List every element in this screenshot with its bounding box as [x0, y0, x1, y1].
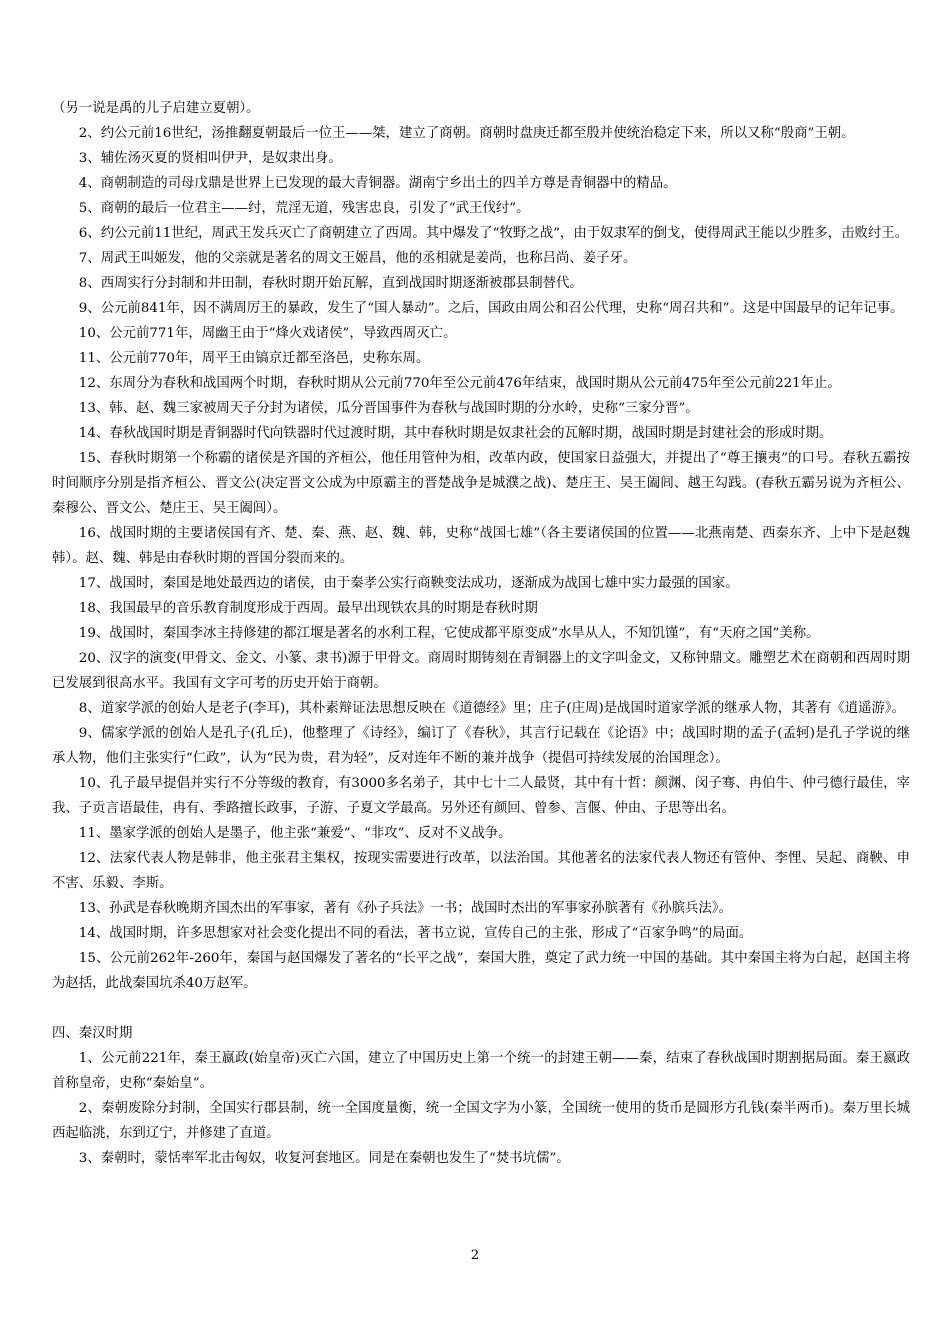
paragraph: 8、道家学派的创始人是老子(李耳)，其朴素辩证法思想反映在《道德经》里；庄子(庄周)是战国时道家学派的继承人物，其著有《逍遥游》。 — [78, 701, 905, 716]
paragraph: 5、商朝的最后一位君主——纣，荒淫无道，残害忠良，引发了“武王伐纣”。 — [78, 201, 530, 216]
paragraph: 3、秦朝时，蒙恬率军北击匈奴，收复河套地区。同是在秦朝也发生了“焚书坑儒”。 — [78, 1151, 570, 1166]
paragraph: 2、约公元前16世纪，汤推翻夏朝最后一位王——桀，建立了商朝。商朝时盘庚迁都至殷并使统治稳定下来，所以又称“殷商”王朝。 — [78, 126, 855, 141]
paragraph: 2、秦朝废除分封制，全国实行郡县制，统一全国度量衡，统一全国文字为小篆，全国统一使用的货币是圆形方孔钱(秦半两币)。秦万里长城西起临洮，东到辽宁，并修建了直道。 — [52, 1101, 910, 1141]
paragraph: 15、公元前262年-260年，秦国与赵国爆发了著名的“长平之战”，秦国大胜，奠定了武力统一中国的基础。其中秦国主将为白起，赵国主将为赵括，此战秦国坑杀40万赵军。 — [52, 951, 910, 991]
paragraph: 19、战国时，秦国李冰主持修建的都江堰是著名的水利工程，它使成都平原变成“水旱从人，不知饥馑”，有“天府之国”美称。 — [78, 626, 820, 641]
paragraph: 20、汉字的演变(甲骨文、金文、小篆、隶书)源于甲骨文。商周时期铸刻在青铜器上的文字叫金文，又称钟鼎文。雕塑艺术在商朝和西周时期已发展到很高水平。我国有文字可考的历史开始于商朝。 — [52, 651, 910, 691]
paragraph: （另一说是禹的儿子启建立夏朝）。 — [52, 101, 260, 116]
paragraph: 6、约公元前11世纪，周武王发兵灭亡了商朝建立了西周。其中爆发了“牧野之战”，由于奴隶军的倒戈，使得周武王能以少胜多，击败纣王。 — [78, 226, 909, 241]
page-number: 2 — [470, 1248, 480, 1263]
paragraph: 3、辅佐汤灭夏的贤相叫伊尹，是奴隶出身。 — [78, 151, 342, 166]
section-heading: 四、秦汉时期 — [52, 1026, 133, 1041]
paragraph: 18、我国最早的音乐教育制度形成于西周。最早出现铁农具的时期是春秋时期 — [78, 601, 538, 616]
paragraph: 11、墨家学派的创始人是墨子，他主张“兼爱”、“非攻”、反对不义战争。 — [78, 826, 512, 841]
document-body — [52, 96, 910, 1171]
paragraph: 12、东周分为春秋和战国两个时期，春秋时期从公元前770年至公元前476年结束，战国时期从公元前475年至公元前221年止。 — [78, 376, 841, 391]
paragraph: 4、商朝制造的司母戊鼎是世界上已发现的最大青铜器。湖南宁乡出土的四羊方尊是青铜器中的精品。 — [78, 176, 677, 191]
paragraph: 8、西周实行分封制和井田制，春秋时期开始瓦解，直到战国时期逐渐被郡县制替代。 — [78, 276, 583, 291]
paragraph: 15、春秋时期第一个称霸的诸侯是齐国的齐桓公，他任用管仲为相，改革内政，使国家日益强大，并提出了“尊王攘夷”的口号。春秋五霸按时间顺序分别是指齐桓公、晋文公(决定晋文公成为中原霸主的晋楚战争是城濮之战)、楚庄王、吴王阖闾、越王勾践。(春秋五霸另说为齐桓公、秦穆公、晋文公、楚庄王、吴王阖闾）。 — [52, 451, 910, 516]
paragraph: 16、战国时期的主要诸侯国有齐、楚、秦、燕、赵、魏、韩，史称“战国七雄”（各主要诸侯国的位置——北燕南楚、西秦东齐、上中下是赵魏韩）。赵、魏、韩是由春秋时期的晋国分裂而来的。 — [52, 526, 910, 566]
paragraph: 13、孙武是春秋晚期齐国杰出的军事家，著有《孙子兵法》一书；战国时杰出的军事家孙膑著有《孙膑兵法》。 — [78, 901, 732, 916]
paragraph: 10、公元前771年，周幽王由于“烽火戏诸侯”，导致西周灭亡。 — [78, 326, 457, 341]
paragraph: 9、儒家学派的创始人是孔子(孔丘)，他整理了《诗经》，编订了《春秋》，其言行记载在《论语》中；战国时期的孟子(孟轲)是孔子学说的继承人物，他们主张实行“仁政”，认为“民为贵，君为轻”，反对连年不断的兼并战争（提倡可持续发展的治国理念）。 — [52, 726, 910, 766]
paragraph: 17、战国时，秦国是地处最西边的诸侯，由于秦孝公实行商鞅变法成功，逐渐成为战国七雄中实力最强的国家。 — [78, 576, 739, 591]
paragraph: 9、公元前841年，因不满周厉王的暴政，发生了“国人暴动”。之后，国政由周公和召公代理，史称“周召共和”。这是中国最早的记年记事。 — [78, 301, 904, 316]
paragraph: 14、春秋战国时期是青铜器时代向铁器时代过渡时期，其中春秋时期是奴隶社会的瓦解时期，战国时期是封建社会的形成时期。 — [78, 426, 833, 441]
paragraph: 14、战国时期，许多思想家对社会变化提出不同的看法，著书立说，宣传自己的主张，形成了“百家争鸣”的局面。 — [78, 926, 753, 941]
paragraph: 11、公元前770年，周平王由镐京迁都至洛邑，史称东周。 — [78, 351, 430, 366]
paragraph: 13、韩、赵、魏三家被周天子分封为诸侯，瓜分晋国事件为春秋与战国时期的分水岭，史称“三家分晋”。 — [78, 401, 699, 416]
paragraph: 12、法家代表人物是韩非，他主张君主集权，按现实需要进行改革，以法治国。其他著名的法家代表人物还有管仲、李悝、吴起、商鞅、申不害、乐毅、李斯。 — [52, 851, 910, 891]
paragraph: 7、周武王叫姬发，他的父亲就是著名的周文王姬昌，他的丞相就是姜尚，也称吕尚、姜子牙。 — [78, 251, 637, 266]
paragraph: 10、孔子最早提倡并实行不分等级的教育，有3000多名弟子，其中七十二人最贤，其中有十哲：颜渊、闵子骞、冉伯牛、仲弓德行最佳，宰我、子贡言语最佳，冉有、季路擅长政事，子游、子夏文学最高。另外还有颜回、曾参、言偃、仲由、子思等出名。 — [52, 776, 910, 816]
paragraph: 1、公元前221年，秦王嬴政(始皇帝)灭亡六国，建立了中国历史上第一个统一的封建王朝——秦，结束了春秋战国时期割据局面。秦王嬴政首称皇帝，史称“秦始皇”。 — [52, 1051, 910, 1091]
